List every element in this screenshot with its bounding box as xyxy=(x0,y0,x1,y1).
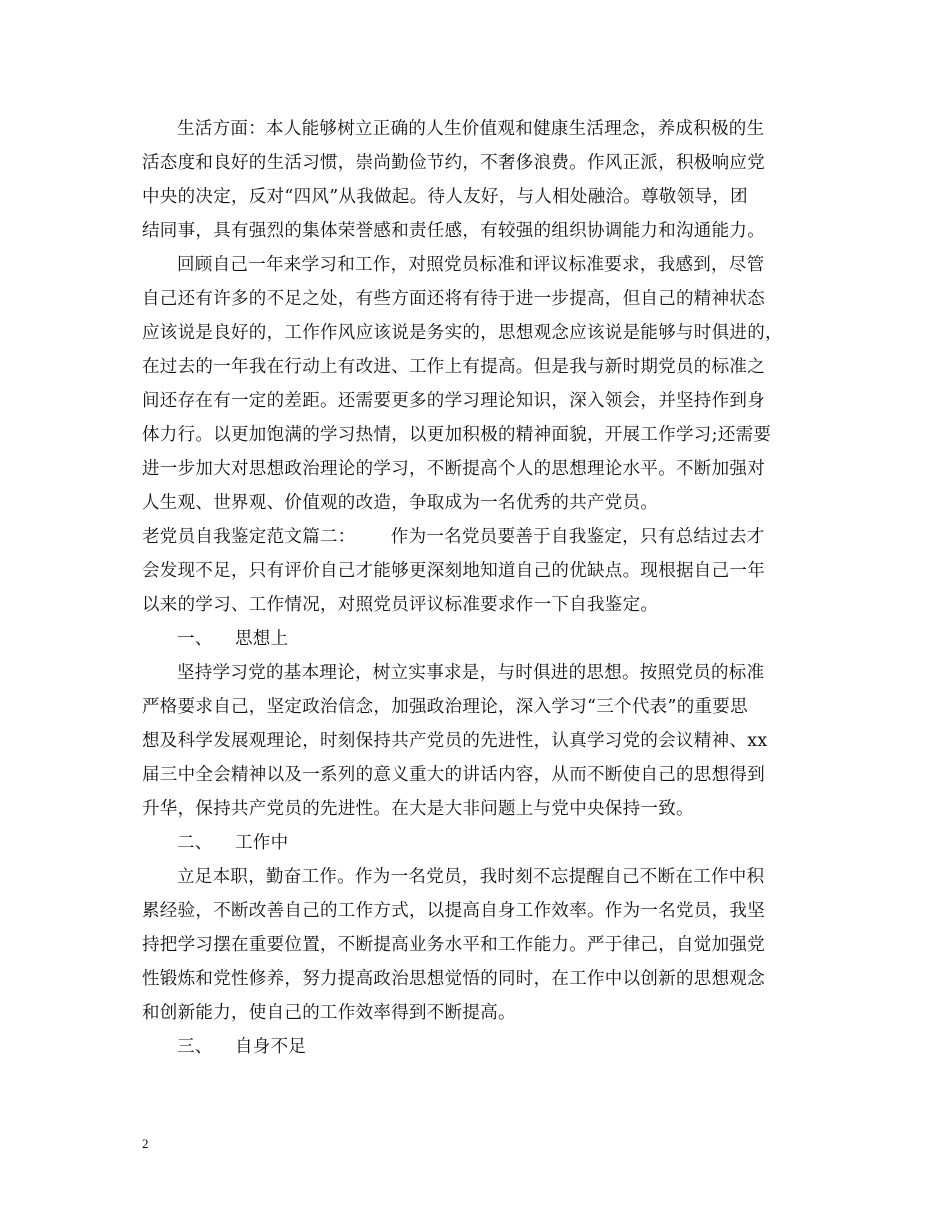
paragraph-line: 性锻炼和党性修养，努力提高政治思想觉悟的同时，在工作中以创新的思想观念 xyxy=(142,969,765,989)
heading-number: 一、 xyxy=(177,629,213,649)
paragraph-line: 进一步加大对思想政治理论的学习，不断提高个人的思想理论水平。不断加强对 xyxy=(142,459,765,479)
paragraph-line: 中央的决定，反对“四风”从我做起。待人友好，与人相处融洽。尊敬领导，团 xyxy=(142,187,748,207)
paragraph-line: 以来的学习、工作情况，对照党员评议标准要求作一下自我鉴定。 xyxy=(142,595,659,615)
paragraph-line: 活态度和良好的生活习惯，崇尚勤俭节约，不奢侈浪费。作风正派，积极响应党 xyxy=(142,153,765,173)
heading-text: 思想上 xyxy=(235,629,289,649)
paragraph-line: 累经验，不断改善自己的工作方式，以提高自身工作效率。作为一名党员，我坚 xyxy=(142,901,765,921)
paragraph-line: 立足本职，勤奋工作。作为一名党员，我时刻不忘提醒自己不断在工作中积 xyxy=(177,867,765,887)
heading-number: 三、 xyxy=(177,1037,213,1057)
paragraph-line: 体力行。以更加饱满的学习热情，以更加积极的精神面貌，开展工作学习;还需要 xyxy=(142,425,772,445)
paragraph-line: 人生观、世界观、价值观的改造，争取成为一名优秀的共产党员。 xyxy=(142,493,659,513)
paragraph-line: 严格要求自己，坚定政治信念，加强政治理论，深入学习“三个代表”的重要思 xyxy=(142,697,748,717)
paragraph-line: 在过去的一年我在行动上有改进、工作上有提高。但是我与新时期党员的标准之 xyxy=(142,357,765,377)
paragraph-line: 结同事，具有强烈的集体荣誉感和责任感，有较强的组织协调能力和沟通能力。 xyxy=(142,221,765,241)
section-heading-3 xyxy=(142,1030,822,1064)
paragraph-line: 升华，保持共产党员的先进性。在大是大非问题上与党中央保持一致。 xyxy=(142,799,694,819)
section-title-line: 老党员自我鉴定范文篇二： 作为一名党员要善于自我鉴定，只有总结过去才 xyxy=(142,527,765,547)
heading-text: 自身不足 xyxy=(235,1037,307,1057)
paragraph-line: 自己还有许多的不足之处，有些方面还将有待于进一步提高，但自己的精神状态 xyxy=(142,289,765,309)
section-heading-1 xyxy=(142,622,822,656)
paragraph-line: 会发现不足，只有评价自己才能够更深刻地知道自己的优缺点。现根据自己一年 xyxy=(142,561,765,581)
section-heading-2 xyxy=(142,826,822,860)
paragraph-line: 和创新能力，使自己的工作效率得到不断提高。 xyxy=(142,1003,516,1023)
heading-number: 二、 xyxy=(177,833,213,853)
heading-text: 工作中 xyxy=(235,833,289,853)
paragraph-line: 应该说是良好的，工作作风应该说是务实的，思想观念应该说是能够与时俱进的， xyxy=(142,323,783,343)
paragraph-line: 生活方面：本人能够树立正确的人生价值观和健康生活理念，养成积极的生 xyxy=(177,119,765,139)
paragraph-line: 回顾自己一年来学习和工作，对照党员标准和评议标准要求，我感到，尽管 xyxy=(177,255,765,275)
paragraph-line: 坚持学习党的基本理论，树立实事求是，与时俱进的思想。按照党员的标准 xyxy=(177,663,765,683)
page-number: 2 xyxy=(142,1136,149,1151)
paragraph-line: 届三中全会精神以及一系列的意义重大的讲话内容，从而不断使自己的思想得到 xyxy=(142,765,765,785)
paragraph-line: 想及科学发展观理论，时刻保持共产党员的先进性，认真学习党的会议精神、xx xyxy=(142,731,768,751)
paragraph-line: 间还存在有一定的差距。还需要更多的学习理论知识，深入领会，并坚持作到身 xyxy=(142,391,765,411)
document-body xyxy=(142,112,822,1064)
paragraph-line: 持把学习摆在重要位置，不断提高业务水平和工作能力。严于律己，自觉加强党 xyxy=(142,935,765,955)
